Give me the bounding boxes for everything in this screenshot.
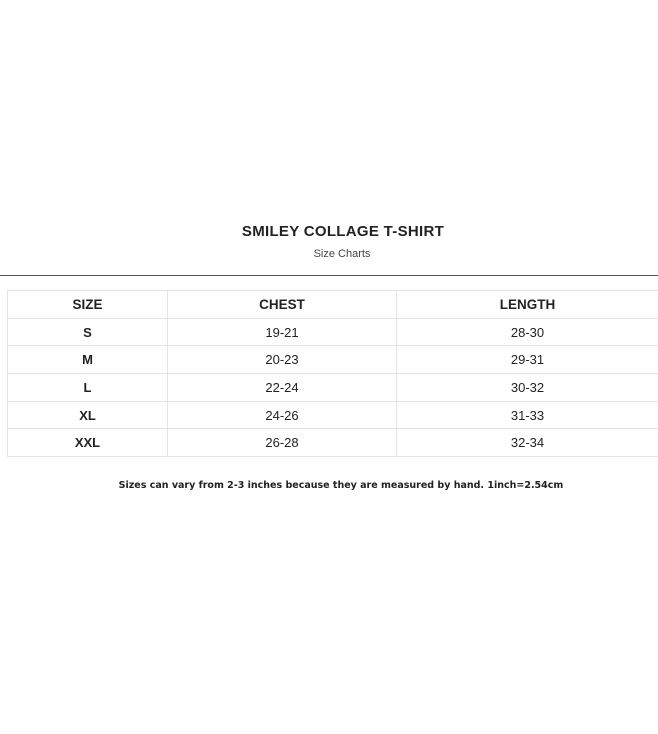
length-cell: 29-31 [397, 346, 658, 374]
page-subtitle: Size Charts [313, 248, 371, 260]
column-header-size: SIZE [8, 291, 168, 319]
size-cell: XL [8, 401, 168, 429]
table-row [8, 374, 658, 402]
measurement-note: Sizes can vary from 2-3 inches because they are measured by hand. 1inch=2.54cm [118, 480, 564, 491]
table-row [8, 429, 658, 457]
table-row [8, 318, 658, 346]
column-header-chest: CHEST [168, 291, 397, 319]
chest-cell: 26-28 [168, 429, 397, 457]
length-cell: 28-30 [397, 318, 658, 346]
size-chart-table [7, 290, 658, 457]
table-header-row [8, 291, 658, 319]
chest-cell: 22-24 [168, 374, 397, 402]
size-cell: XXL [8, 429, 168, 457]
page-title: SMILEY COLLAGE T-SHIRT [241, 223, 445, 240]
length-cell: 31-33 [397, 401, 658, 429]
size-cell: M [8, 346, 168, 374]
length-cell: 32-34 [397, 429, 658, 457]
size-cell: S [8, 318, 168, 346]
table-row [8, 401, 658, 429]
chest-cell: 19-21 [168, 318, 397, 346]
size-cell: L [8, 374, 168, 402]
divider [0, 275, 658, 276]
chest-cell: 24-26 [168, 401, 397, 429]
column-header-length: LENGTH [397, 291, 658, 319]
chest-cell: 20-23 [168, 346, 397, 374]
length-cell: 30-32 [397, 374, 658, 402]
table-row [8, 346, 658, 374]
